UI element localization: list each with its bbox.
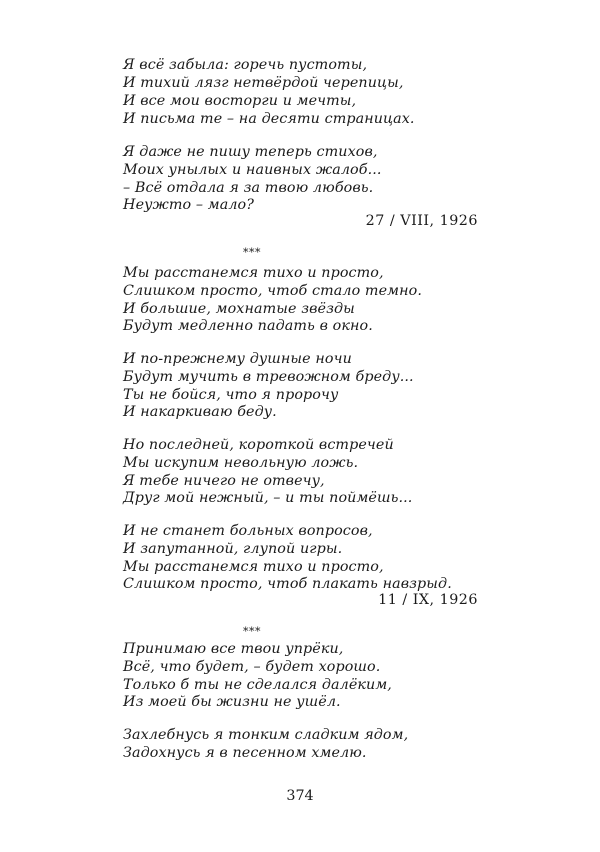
poem-line: Неужто – мало? [123, 197, 255, 213]
poem-line: Я даже не пишу теперь стихов, [123, 144, 378, 160]
poem-line: Будут медленно падать в окно. [123, 318, 373, 334]
poem-line: Из моей бы жизни не ушёл. [123, 694, 341, 710]
poem-line: Друг мой нежный, – и ты поймёшь... [123, 490, 413, 506]
poem-line: Будут мучить в тревожном бреду... [123, 369, 414, 385]
poem-line: Задохнусь я в песенном хмелю. [123, 745, 367, 761]
poem-line: Мы искупим невольную ложь. [123, 455, 359, 471]
poem-line: И письма те – на десяти страницах. [123, 111, 415, 127]
poem-line: И все мои восторги и мечты, [123, 93, 357, 109]
section-separator: *** [243, 625, 261, 638]
poem-line: Принимаю все твои упрёки, [123, 641, 344, 657]
poem-line: И не станет больных вопросов, [123, 523, 373, 539]
poem-date: 27 / VIII, 1926 [365, 213, 478, 229]
poem-line: Слишком просто, чтоб стало темно. [123, 283, 422, 299]
poem-line: И запутанной, глупой игры. [123, 541, 343, 557]
poem-date: 11 / IX, 1926 [378, 592, 478, 608]
poem-line: Ты не бойся, что я пророчу [123, 387, 339, 403]
poem-line: Но последней, короткой встречей [123, 437, 394, 453]
section-separator: *** [243, 246, 261, 259]
poem-line: Только б ты не сделался далёким, [123, 677, 392, 693]
poem-line: Захлебнусь я тонким сладким ядом, [123, 727, 409, 743]
poem-line: Я всё забыла: горечь пустоты, [123, 57, 368, 73]
poem-line: Слишком просто, чтоб плакать навзрыд. [123, 576, 452, 592]
poem-line: Я тебе ничего не отвечу, [123, 473, 325, 489]
poem-line: И большие, мохнатые звёзды [123, 301, 355, 317]
poem-line: Мы расстанемся тихо и просто, [123, 265, 384, 281]
poem-line: Моих унылых и наивных жалоб... [123, 162, 382, 178]
poem-line: И по-прежнему душные ночи [123, 351, 352, 367]
poem-line: И тихий лязг нетвёрдой черепицы, [123, 75, 404, 91]
poem-line: Всё, что будет, – будет хорошо. [123, 659, 381, 675]
poem-line: И накаркиваю беду. [123, 404, 277, 420]
poem-line: Мы расстанемся тихо и просто, [123, 559, 384, 575]
page-number: 374 [286, 788, 314, 804]
poem-line: – Всё отдала я за твою любовь. [123, 180, 374, 196]
